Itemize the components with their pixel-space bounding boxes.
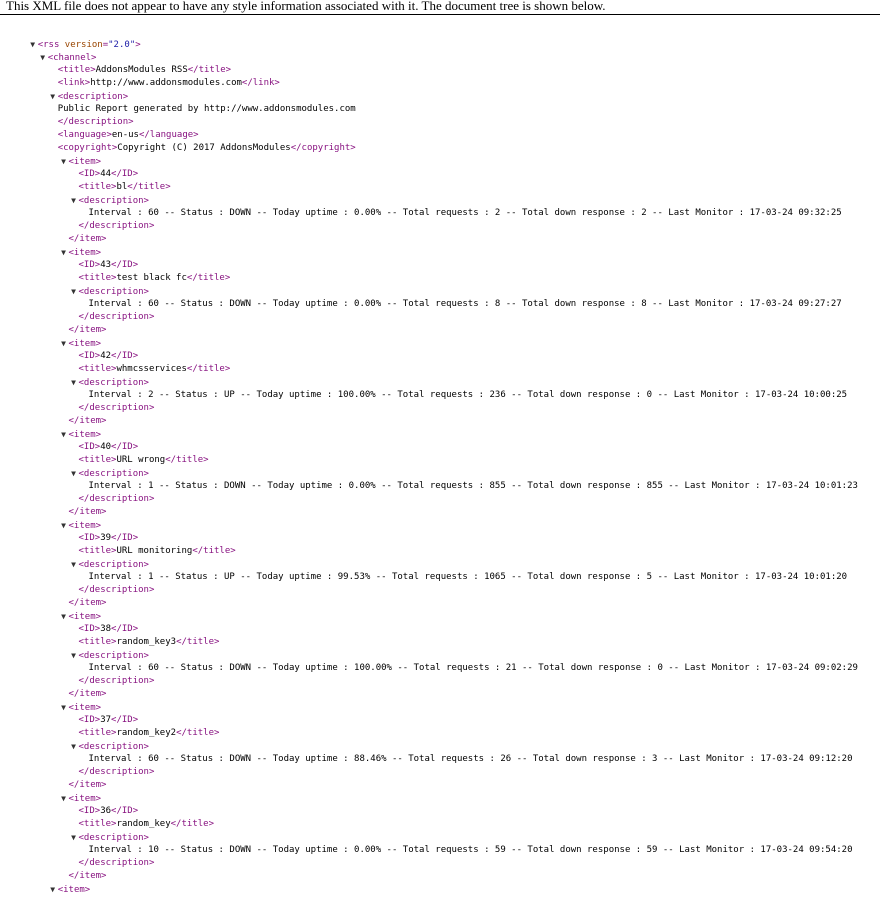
channel-description-open-tag: <description> bbox=[57, 92, 129, 102]
item-title: <title>URL wrong</title> bbox=[78, 455, 209, 465]
triangle-down-icon[interactable]: ▼ bbox=[71, 742, 76, 751]
item-close-tag: </item> bbox=[68, 871, 107, 881]
list-item bbox=[0, 142, 880, 244]
item-open-tag: <item> bbox=[68, 703, 102, 713]
channel-description-text-line bbox=[0, 90, 880, 114]
item-close-tag: </item> bbox=[68, 416, 107, 426]
item-description-close-tag: </description> bbox=[78, 312, 155, 322]
item-description-open-tag: <description> bbox=[78, 378, 149, 388]
triangle-down-icon[interactable]: ▼ bbox=[50, 92, 56, 101]
item-id-line bbox=[0, 610, 880, 634]
last-item-open-line bbox=[0, 870, 880, 895]
item-description-open-tag: <description> bbox=[78, 742, 149, 752]
item-id: <ID>37</ID> bbox=[78, 715, 139, 725]
triangle-down-icon[interactable]: ▼ bbox=[71, 196, 76, 205]
item-open-line bbox=[0, 506, 880, 531]
triangle-down-icon[interactable]: ▼ bbox=[50, 885, 56, 894]
item-description-open-tag: <description> bbox=[78, 651, 149, 661]
triangle-down-icon[interactable]: ▼ bbox=[61, 430, 66, 439]
channel-language: <language>en-us</language> bbox=[57, 130, 199, 140]
item-title: <title>random_key2</title> bbox=[78, 728, 220, 738]
item-id: <ID>38</ID> bbox=[78, 624, 139, 634]
item-description-text: Interval : 10 -- Status : DOWN -- Today uptime : 0.00% -- Total requests : 59 -- Total down response : 59 -- Last Monitor : 17-03-24 09:54:20 bbox=[88, 845, 853, 855]
item-title: <title>random_key3</title> bbox=[78, 637, 220, 647]
item-id: <ID>42</ID> bbox=[78, 351, 139, 361]
item-description-open-tag: <description> bbox=[78, 287, 149, 297]
item-id-line bbox=[0, 246, 880, 270]
item-title: <title>random_key</title> bbox=[78, 819, 214, 829]
item-close-tag: </item> bbox=[68, 689, 107, 699]
item-id: <ID>44</ID> bbox=[78, 169, 139, 179]
item-description-text: Interval : 60 -- Status : DOWN -- Today uptime : 0.00% -- Total requests : 2 -- Total down response : 2 -- Last Monitor : 17-03-24 09:32:25 bbox=[88, 208, 842, 218]
item-close-tag: </item> bbox=[68, 325, 107, 335]
rss-open-tag: <rss version="2.0"> bbox=[37, 40, 141, 50]
list-item bbox=[0, 324, 880, 426]
item-title: <title>bl</title> bbox=[78, 182, 171, 192]
item-open-tag: <item> bbox=[68, 248, 102, 258]
item-open-line bbox=[0, 324, 880, 349]
item-description-text: Interval : 1 -- Status : DOWN -- Today uptime : 0.00% -- Total requests : 855 -- Total down response : 855 -- Last Monitor : 17-03-24 10:01:23 bbox=[88, 481, 858, 491]
item-description-text: Interval : 1 -- Status : UP -- Today uptime : 99.53% -- Total requests : 1065 -- Total down response : 5 -- Last Monitor : 17-03-24 10:01:20 bbox=[88, 572, 848, 582]
xml-style-notice: This XML file does not appear to have any style information associated with it. The document tree is shown below. bbox=[0, 0, 880, 15]
list-item bbox=[0, 688, 880, 790]
triangle-down-icon[interactable]: ▼ bbox=[61, 794, 66, 803]
item-description-open-tag: <description> bbox=[78, 469, 149, 479]
triangle-down-icon[interactable]: ▼ bbox=[40, 53, 46, 62]
channel-copyright: <copyright>Copyright (C) 2017 AddonsModules</copyright> bbox=[57, 143, 356, 153]
item-description-close-tag: </description> bbox=[78, 494, 155, 504]
item-close-tag: </item> bbox=[68, 234, 107, 244]
item-id: <ID>43</ID> bbox=[78, 260, 139, 270]
item-description-text: Interval : 2 -- Status : UP -- Today uptime : 100.00% -- Total requests : 236 -- Total down response : 0 -- Last Monitor : 17-03-24 10:00:25 bbox=[88, 390, 848, 400]
item-description-text: Interval : 60 -- Status : DOWN -- Today uptime : 0.00% -- Total requests : 8 -- Total down response : 8 -- Last Monitor : 17-03-24 09:27:27 bbox=[88, 299, 842, 309]
triangle-down-icon[interactable]: ▼ bbox=[61, 521, 66, 530]
channel-open-tag: <channel> bbox=[47, 53, 97, 63]
item-close-tag: </item> bbox=[68, 780, 107, 790]
item-description-close-tag: </description> bbox=[78, 221, 155, 231]
item-close-tag: </item> bbox=[68, 507, 107, 517]
channel-title-line bbox=[0, 51, 880, 75]
channel-description-text: Public Report generated by http://www.addonsmodules.com bbox=[57, 104, 356, 114]
item-description-close-tag: </description> bbox=[78, 858, 155, 868]
item-id: <ID>36</ID> bbox=[78, 806, 139, 816]
item-description-text: Interval : 60 -- Status : DOWN -- Today uptime : 88.46% -- Total requests : 26 -- Total down response : 3 -- Last Monitor : 17-03-24 09:12:20 bbox=[88, 754, 853, 764]
item-open-tag: <item> bbox=[68, 612, 102, 622]
item-open-tag: <item> bbox=[68, 339, 102, 349]
channel-link: <link>http://www.addonsmodules.com</link> bbox=[57, 78, 280, 88]
triangle-down-icon[interactable]: ▼ bbox=[61, 248, 66, 257]
rss-open-line bbox=[0, 25, 880, 50]
item-description-open-tag: <description> bbox=[78, 560, 149, 570]
item-title: <title>test black fc</title> bbox=[78, 273, 231, 283]
triangle-down-icon[interactable]: ▼ bbox=[61, 703, 66, 712]
item-description-close-tag: </description> bbox=[78, 403, 155, 413]
list-item bbox=[0, 597, 880, 699]
item-close-tag: </item> bbox=[68, 598, 107, 608]
item-list bbox=[0, 142, 880, 881]
item-open-line bbox=[0, 415, 880, 440]
list-item bbox=[0, 779, 880, 881]
item-id-line bbox=[0, 792, 880, 816]
item-title: <title>whmcsservices</title> bbox=[78, 364, 231, 374]
item-description-close-tag: </description> bbox=[78, 767, 155, 777]
triangle-down-icon[interactable]: ▼ bbox=[71, 287, 76, 296]
triangle-down-icon[interactable]: ▼ bbox=[71, 378, 76, 387]
triangle-down-icon[interactable]: ▼ bbox=[61, 339, 66, 348]
item-description-open-tag: <description> bbox=[78, 833, 149, 843]
triangle-down-icon[interactable]: ▼ bbox=[61, 612, 66, 621]
triangle-down-icon[interactable]: ▼ bbox=[30, 40, 36, 49]
item-open-line bbox=[0, 233, 880, 258]
item-open-line bbox=[0, 779, 880, 804]
list-item bbox=[0, 233, 880, 335]
triangle-down-icon[interactable]: ▼ bbox=[71, 560, 76, 569]
item-open-tag: <item> bbox=[68, 430, 102, 440]
item-id-line bbox=[0, 428, 880, 452]
item-open-line bbox=[0, 688, 880, 713]
item-id: <ID>40</ID> bbox=[78, 442, 139, 452]
triangle-down-icon[interactable]: ▼ bbox=[71, 833, 76, 842]
item-id: <ID>39</ID> bbox=[78, 533, 139, 543]
triangle-down-icon[interactable]: ▼ bbox=[71, 469, 76, 478]
item-id-line bbox=[0, 155, 880, 179]
item-id-line bbox=[0, 701, 880, 725]
item-id-line bbox=[0, 337, 880, 361]
item-description-text: Interval : 60 -- Status : DOWN -- Today uptime : 100.00% -- Total requests : 21 -- Total down response : 0 -- Last Monitor : 17-03-24 09:02:29 bbox=[88, 663, 858, 673]
item-open-tag: <item> bbox=[68, 794, 102, 804]
item-id-line bbox=[0, 519, 880, 543]
item-open-tag: <item> bbox=[68, 157, 102, 167]
item-open-tag: <item> bbox=[57, 885, 91, 895]
item-open-tag: <item> bbox=[68, 521, 102, 531]
triangle-down-icon[interactable]: ▼ bbox=[71, 651, 76, 660]
list-item bbox=[0, 415, 880, 517]
channel-title: <title>AddonsModules RSS</title> bbox=[57, 65, 232, 75]
item-description-close-tag: </description> bbox=[78, 676, 155, 686]
list-item bbox=[0, 506, 880, 608]
item-title: <title>URL monitoring</title> bbox=[78, 546, 236, 556]
xml-tree bbox=[0, 15, 880, 895]
item-description-close-tag: </description> bbox=[78, 585, 155, 595]
item-open-line bbox=[0, 597, 880, 622]
channel-description-close-tag: </description> bbox=[57, 117, 134, 127]
triangle-down-icon[interactable]: ▼ bbox=[61, 157, 66, 166]
item-description-open-tag: <description> bbox=[78, 196, 149, 206]
